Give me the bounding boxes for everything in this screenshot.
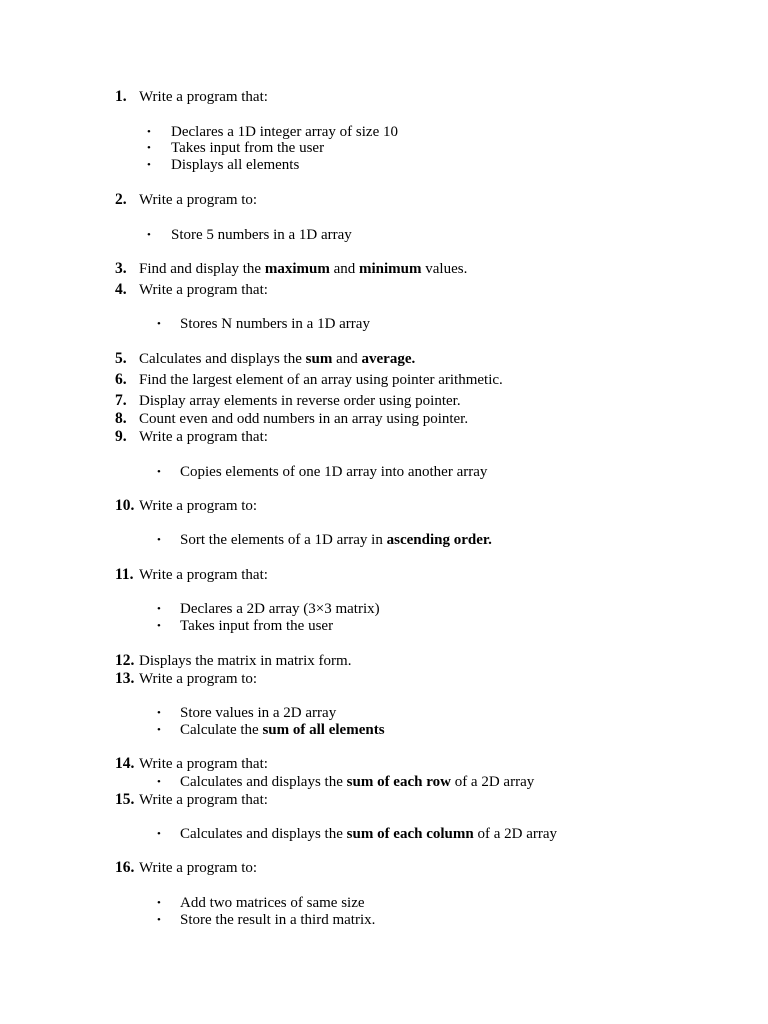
- item-number: 12.: [115, 652, 135, 669]
- bullet-text: Stores N numbers in a 1D array: [180, 316, 370, 332]
- bullet-text: Takes input from the user: [180, 618, 334, 634]
- bullet-icon: •: [157, 534, 161, 546]
- bullet-icon: •: [157, 318, 161, 330]
- bullet-icon: •: [157, 620, 161, 632]
- bullet-text: Calculates and displays the sum of each row of a 2D array: [180, 774, 535, 790]
- bullet-icon: •: [147, 126, 151, 138]
- bullet-icon: •: [157, 466, 161, 478]
- bullet-icon: •: [157, 776, 161, 788]
- item-text: Write a program that:: [139, 89, 268, 105]
- bullet-icon: •: [157, 828, 161, 840]
- item-text: Write a program that:: [139, 567, 268, 583]
- item-number: 16.: [115, 859, 135, 876]
- item-number: 9.: [115, 428, 127, 445]
- bullet-icon: •: [157, 897, 161, 909]
- item-number: 13.: [115, 670, 135, 687]
- bullet-icon: •: [157, 603, 161, 615]
- item-number: 11.: [115, 566, 134, 583]
- bullet-icon: •: [147, 159, 151, 171]
- bullet-text: Copies elements of one 1D array into another array: [180, 464, 488, 480]
- item-text: Write a program that:: [139, 756, 268, 772]
- bullet-text: Declares a 2D array (3×3 matrix): [180, 601, 380, 617]
- item-text: Display array elements in reverse order using pointer.: [139, 393, 461, 409]
- bullet-text: Sort the elements of a 1D array in ascending order.: [180, 532, 492, 548]
- bullet-icon: •: [157, 707, 161, 719]
- item-text: Displays the matrix in matrix form.: [139, 653, 352, 669]
- item-text: Write a program to:: [139, 192, 258, 208]
- item-number: 3.: [115, 260, 127, 277]
- item-text: Write a program to:: [139, 860, 258, 876]
- item-text: Write a program that:: [139, 429, 268, 445]
- item-number: 8.: [115, 410, 127, 427]
- bullet-text: Takes input from the user: [171, 140, 325, 156]
- item-number: 10.: [115, 497, 135, 514]
- bullet-text: Store 5 numbers in a 1D array: [171, 227, 352, 243]
- bullet-icon: •: [147, 229, 151, 241]
- item-text: Write a program to:: [139, 671, 258, 687]
- item-number: 15.: [115, 791, 135, 808]
- item-number: 6.: [115, 371, 127, 388]
- bullet-icon: •: [157, 724, 161, 736]
- bullet-text: Displays all elements: [171, 157, 300, 173]
- item-text: Find the largest element of an array using pointer arithmetic.: [139, 372, 503, 388]
- item-text: Write a program to:: [139, 498, 258, 514]
- item-number: 14.: [115, 755, 135, 772]
- item-text: Calculates and displays the sum and average.: [139, 351, 416, 367]
- bullet-icon: •: [147, 142, 151, 154]
- bullet-text: Add two matrices of same size: [180, 895, 365, 911]
- item-number: 4.: [115, 281, 127, 298]
- item-text: Count even and odd numbers in an array using pointer.: [139, 411, 469, 427]
- item-text: Write a program that:: [139, 282, 268, 298]
- item-number: 7.: [115, 392, 127, 409]
- bullet-text: Store the result in a third matrix.: [180, 912, 376, 928]
- item-number: 5.: [115, 350, 127, 367]
- bullet-text: Declares a 1D integer array of size 10: [171, 124, 398, 140]
- item-number: 1.: [115, 88, 127, 105]
- item-text: Write a program that:: [139, 792, 268, 808]
- bullet-text: Calculates and displays the sum of each column of a 2D array: [180, 826, 558, 842]
- bullet-text: Store values in a 2D array: [180, 705, 337, 721]
- item-number: 2.: [115, 191, 127, 208]
- bullet-icon: •: [157, 914, 161, 926]
- bullet-text: Calculate the sum of all elements: [180, 722, 385, 738]
- item-text: Find and display the maximum and minimum values.: [139, 261, 468, 277]
